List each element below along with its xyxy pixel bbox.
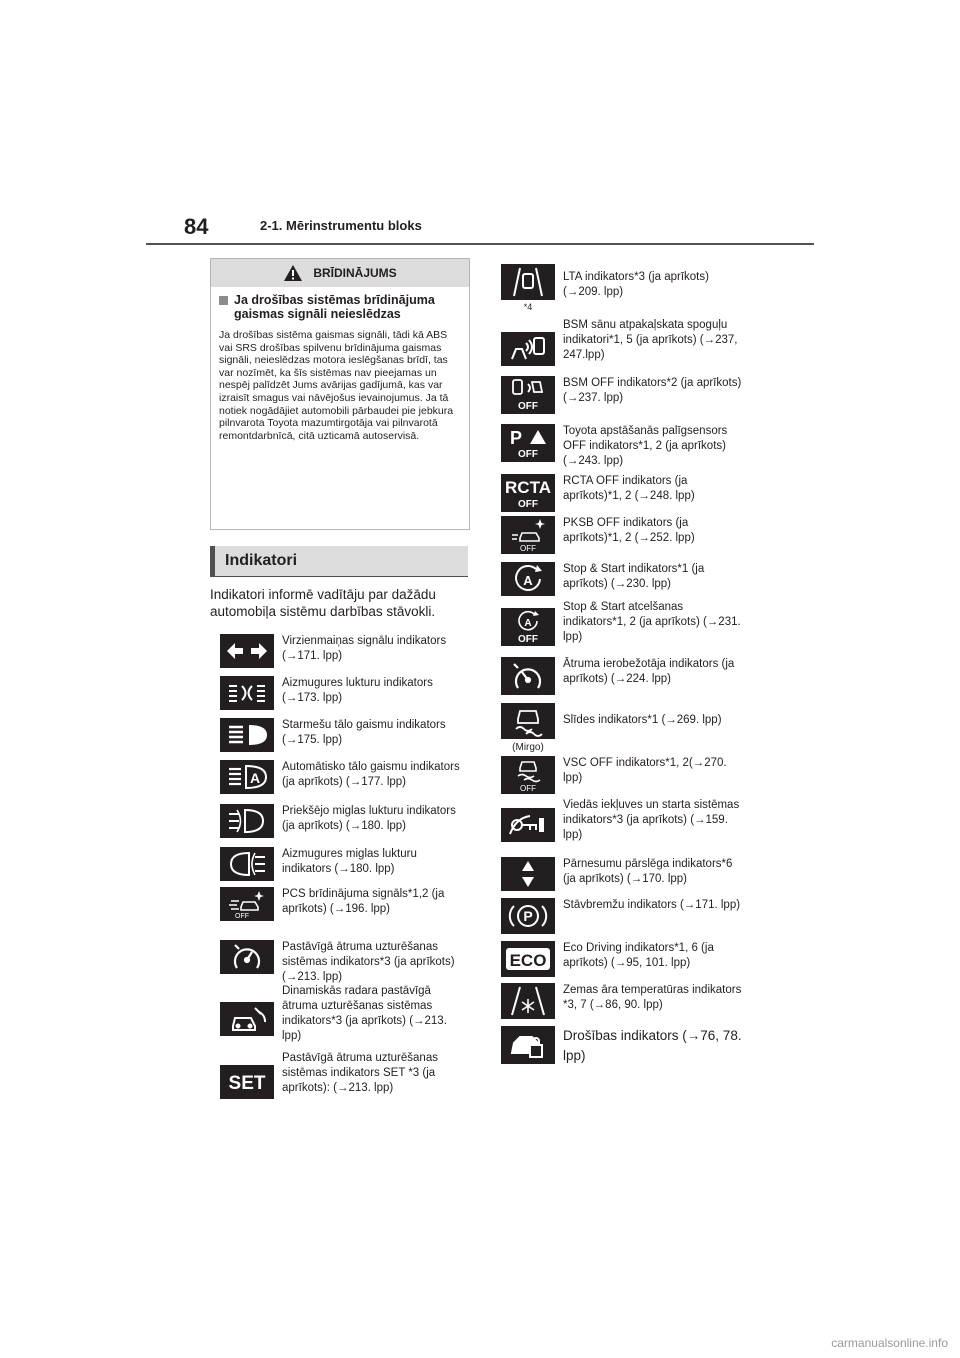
indicator-text: Drošības indikators (→76, 78. lpp) xyxy=(563,1028,742,1063)
indicator-text: Stāvbremžu indikators (→171. lpp) xyxy=(563,899,741,911)
svg-text:OFF: OFF xyxy=(520,544,536,552)
warning-box xyxy=(210,258,470,530)
stop-start-off-icon xyxy=(501,608,555,646)
indicator-item xyxy=(220,847,462,881)
svg-text:A: A xyxy=(524,618,532,629)
indicators-intro: Indikatori informē vadītāju par dažādu automobiļa sistēmu darbības stāvokli. xyxy=(210,587,436,619)
indicator-item xyxy=(220,887,462,921)
warning-text: Ja drošības sistēma gaismas signāli, tādi kā ABS vai SRS drošības spilvenu brīdinājuma gaismas signāli, neieslēdzas motora ieslēgšanas brīdī, tas var nozīmēt, ka šīs sistēmas nav pieejamas un nespēj palīdzēt Jums avārijas gadījumā, kas var izraisīt smagus vai nāvējošus ievainojumus. Ja tā notiek nogādājiet automobili pārbaudei pie jebkura pilnvarota Toyota mazumtirgotāja vai pilnvarotā remontdarbnīcā, citā uzticamā autoservisā. xyxy=(219,329,454,442)
indicator-text: Aizmugures miglas lukturu indikators (→180. lpp) xyxy=(282,848,417,875)
auto-high-beam-icon xyxy=(220,760,274,794)
vsc-off-icon xyxy=(501,756,555,794)
warning-subheading-text: Ja drošības sistēmas brīdinājuma gaismas signāli neieslēdzas xyxy=(234,293,435,321)
front-fog-light-icon xyxy=(220,804,274,838)
indicator-item xyxy=(501,600,743,646)
indicator-item xyxy=(501,562,743,596)
svg-text:OFF: OFF xyxy=(518,499,538,510)
indicator-text: PKSB OFF indikators (ja aprīkots)*1, 2 (→252. lpp) xyxy=(563,517,695,544)
indicator-text: RCTA OFF indikators (ja aprīkots)*1, 2 (→248. lpp) xyxy=(563,475,695,502)
indicator-item xyxy=(501,983,743,1019)
indicator-text: BSM OFF indikators*2 (ja aprīkots) (→237. lpp) xyxy=(563,377,742,404)
indicator-item xyxy=(501,703,743,753)
turn-signal-icon xyxy=(220,634,274,668)
indicator-text: Dinamiskās radara pastāvīgā ātruma uzturēšanas sistēmas indikators*3 (ja aprīkots) (→213. lpp) xyxy=(282,985,447,1042)
cruise-set-icon xyxy=(220,1065,274,1099)
indicator-text: Toyota apstāšanās palīgsensors OFF indikators*1, 2 (ja aprīkots) (→243. lpp) xyxy=(563,425,728,467)
indicator-item xyxy=(220,718,462,752)
indicators-heading: Indikatori xyxy=(210,546,468,576)
radar-cruise-icon xyxy=(220,1002,274,1036)
stop-start-icon xyxy=(501,562,555,596)
indicator-text: VSC OFF indikators*1, 2(→270. lpp) xyxy=(563,757,727,784)
page-number: 84 xyxy=(184,214,209,239)
indicator-item xyxy=(220,940,462,985)
indicator-item xyxy=(501,657,743,695)
high-beam-icon xyxy=(220,718,274,752)
indicator-item xyxy=(501,424,743,469)
indicator-text: Zemas āra temperatūras indikators *3, 7 (→86, 90. lpp) xyxy=(563,984,742,1011)
pcs-warning-icon xyxy=(220,887,274,921)
indicator-text: Pastāvīgā ātruma uzturēšanas sistēmas indikators*3 (ja aprīkots) (→213. lpp) xyxy=(282,941,455,983)
warning-title: BRĪDINĀJUMS xyxy=(313,266,397,280)
indicator-text: Priekšējo miglas lukturu indikators (ja aprīkots) (→180. lpp) xyxy=(282,805,456,832)
warning-body xyxy=(211,287,469,448)
indicator-text: LTA indikators*3 (ja aprīkots) (→209. lpp) xyxy=(563,271,709,298)
low-temp-icon xyxy=(501,983,555,1019)
indicator-item xyxy=(220,804,462,838)
indicator-item xyxy=(501,376,743,414)
section-title: 2-1. Mērinstrumentu bloks xyxy=(260,218,422,233)
indicator-item xyxy=(501,941,743,977)
indicator-item xyxy=(220,634,462,668)
indicator-text: Pārnesumu pārslēga indikators*6 (ja aprīkots) (→170. lpp) xyxy=(563,858,733,885)
eco-driving-icon xyxy=(501,941,555,977)
header-rule xyxy=(146,243,814,245)
security-icon xyxy=(501,1026,555,1064)
bullet-square-icon xyxy=(219,296,228,305)
indicator-item xyxy=(501,1026,743,1066)
shift-position-icon xyxy=(501,857,555,891)
svg-text:P: P xyxy=(523,908,533,924)
svg-text:OFF: OFF xyxy=(235,913,249,919)
pksb-off-icon xyxy=(501,516,555,554)
indicator-text: Automātisko tālo gaismu indikators (ja aprīkots) (→177. lpp) xyxy=(282,761,460,788)
svg-text:P: P xyxy=(510,428,523,448)
rear-fog-light-icon xyxy=(220,847,274,881)
indicator-text: Ātruma ierobežotāja indikators (ja aprīkots) (→224. lpp) xyxy=(563,658,735,685)
indicator-item xyxy=(501,798,743,843)
watermark: carmanualsonline.info xyxy=(831,1336,948,1350)
tail-light-icon xyxy=(220,676,274,710)
indicator-text: Aizmugures lukturu indikators (→173. lpp) xyxy=(282,677,433,704)
slip-indicator-icon xyxy=(501,703,555,739)
svg-text:OFF: OFF xyxy=(520,784,536,792)
svg-text:SET: SET xyxy=(228,1073,266,1094)
warning-triangle-icon xyxy=(283,264,303,282)
indicator-text: Pastāvīgā ātruma uzturēšanas sistēmas indikators SET *3 (ja aprīkots): (→213. lpp) xyxy=(282,1052,438,1094)
bsm-off-icon xyxy=(501,376,555,414)
warning-subheading xyxy=(219,293,461,321)
indicator-item xyxy=(220,760,462,794)
svg-text:RCTA: RCTA xyxy=(505,478,551,497)
rcta-off-icon xyxy=(501,474,555,512)
speed-limiter-icon xyxy=(501,657,555,695)
parking-sensor-off-icon xyxy=(501,424,555,462)
indicator-text: Starmešu tālo gaismu indikators (→175. lpp) xyxy=(282,719,446,746)
svg-text:OFF: OFF xyxy=(518,401,538,412)
indicator-item xyxy=(220,676,462,710)
indicator-text: Slīdes indikators*1 (→269. lpp) xyxy=(563,714,722,726)
svg-text:OFF: OFF xyxy=(518,634,538,644)
indicator-item xyxy=(220,1051,462,1099)
cruise-control-icon xyxy=(220,940,274,974)
smart-entry-icon xyxy=(501,808,555,842)
indicators-heading-rule xyxy=(210,576,468,577)
lta-icon xyxy=(501,264,555,300)
svg-text:A: A xyxy=(523,573,533,588)
parking-brake-icon xyxy=(501,898,555,934)
indicator-item xyxy=(501,516,743,554)
svg-text:ECO: ECO xyxy=(509,951,547,970)
indicator-item xyxy=(501,898,743,934)
indicator-text: Eco Driving indikators*1, 6 (ja aprīkots) (→95, 101. lpp) xyxy=(563,942,714,969)
indicator-item xyxy=(501,264,743,312)
svg-text:OFF: OFF xyxy=(518,449,538,460)
indicator-item xyxy=(501,318,743,366)
indicator-text: PCS brīdinājuma signāls*1,2 (ja aprīkots) (→196. lpp) xyxy=(282,888,445,915)
indicator-text: Virzienmaiņas signālu indikators (→171. lpp) xyxy=(282,635,447,662)
slip-flash-label: (Mirgo) xyxy=(512,742,544,753)
svg-text:A: A xyxy=(250,770,261,786)
indicator-text: Stop & Start atcelšanas indikators*1, 2 (ja aprīkots) (→231. lpp) xyxy=(563,601,741,643)
warning-header xyxy=(211,259,469,287)
indicator-item xyxy=(501,857,743,891)
indicator-text: BSM sānu atpakaļskata spoguļu indikatori*1, 5 (ja aprīkots) (→237, 247.lpp) xyxy=(563,319,738,361)
indicator-item xyxy=(501,756,743,794)
indicator-item xyxy=(220,984,462,1044)
indicator-text: Viedās iekļuves un starta sistēmas indikators*3 (ja aprīkots) (→159. lpp) xyxy=(563,799,740,841)
indicator-item xyxy=(501,474,743,512)
indicator-text: Stop & Start indikators*1 (ja aprīkots) (→230. lpp) xyxy=(563,563,705,590)
bsm-mirror-icon xyxy=(501,332,555,366)
lta-footnote-label: *4 xyxy=(523,302,533,312)
